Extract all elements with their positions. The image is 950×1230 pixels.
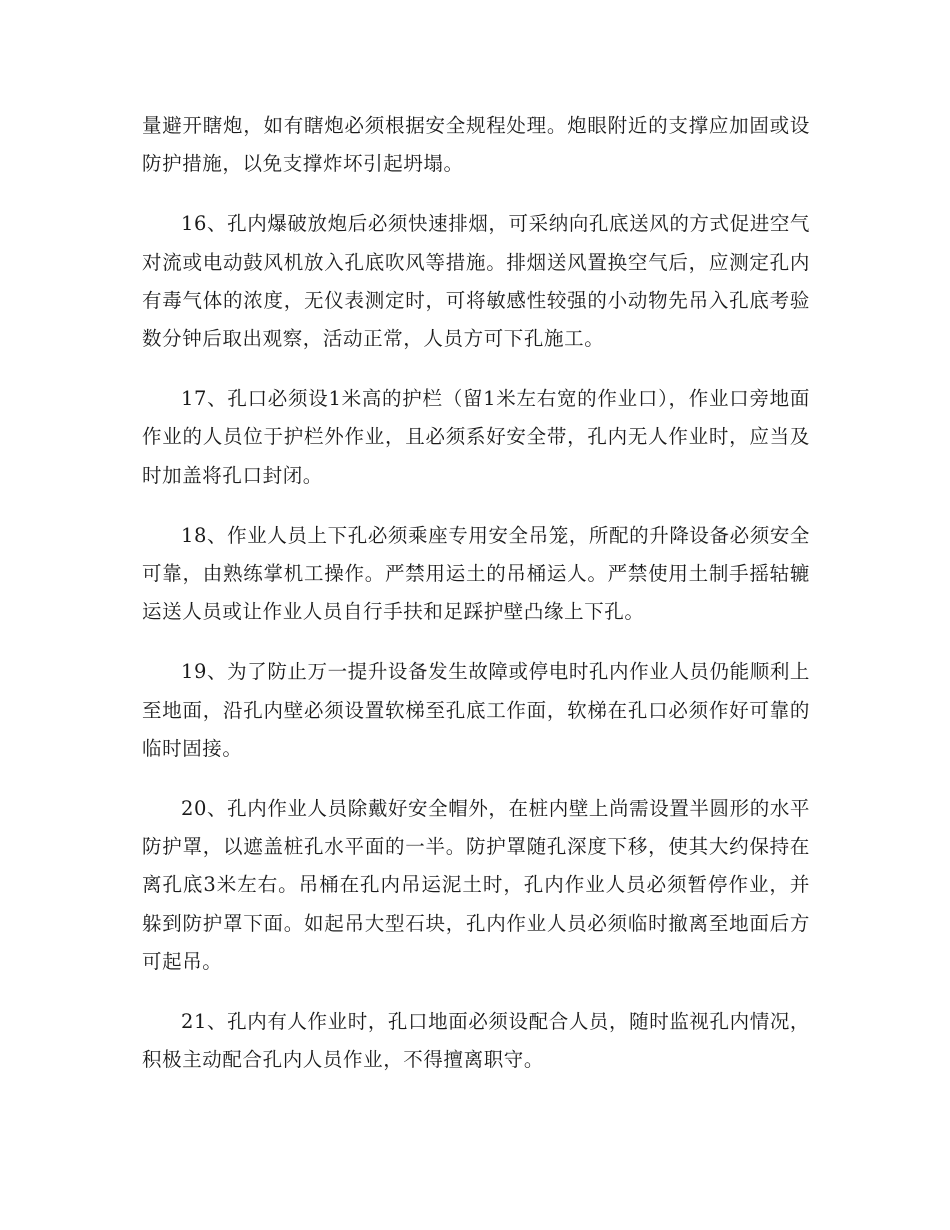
document-body [142,107,810,1101]
paragraph-21: 21、孔内有人作业时，孔口地面必须设配合人员，随时监视孔内情况，积极主动配合孔内人员作业，不得擅离职守。 [142,1010,811,1072]
paragraph-18: 18、作业人员上下孔必须乘座专用安全吊笼，所配的升降设备必须安全可靠，由熟练掌机工操作。严禁用运土的吊桶运人。严禁使用土制手摇轱辘运送人员或让作业人员自行手扶和足踩护壁凸缘上下孔。 [142,523,811,624]
paragraph-16: 16、孔内爆破放炮后必须快速排烟，可采纳向孔底送风的方式促进空气对流或电动鼓风机放入孔底吹风等措施。排烟送风置换空气后，应测定孔内有毒气体的浓度，无仪表测定时，可将敏感性较强的小动物先吊入孔底考验数分钟后取出观察，活动正常，人员方可下孔施工。 [142,212,811,351]
paragraph-20: 20、孔内作业人员除戴好安全帽外，在桩内壁上尚需设置半圆形的水平防护罩，以遮盖桩孔水平面的一半。防护罩随孔深度下移，使其大约保持在离孔底3米左右。吊桶在孔内吊运泥土时，孔内作业人员必须暂停作业，并躲到防护罩下面。如起吊大型石块，孔内作业人员必须临时撤离至地面后方可起吊。 [142,797,811,973]
paragraph-15-continued: 量避开瞎炮，如有瞎炮必须根据安全规程处理。炮眼附近的支撑应加固或设防护措施，以免支撑炸坏引起坍塌。 [142,114,810,176]
paragraph-19: 19、为了防止万一提升设备发生故障或停电时孔内作业人员仍能顺利上至地面，沿孔内壁必须设置软梯至孔底工作面，软梯在孔口必须作好可靠的临时固接。 [142,660,811,760]
paragraph-17: 17、孔口必须设1米高的护栏（留1米左右宽的作业口），作业口旁地面作业的人员位于护栏外作业，且必须系好安全带，孔内无人作业时，应当及时加盖将孔口封闭。 [142,387,810,487]
